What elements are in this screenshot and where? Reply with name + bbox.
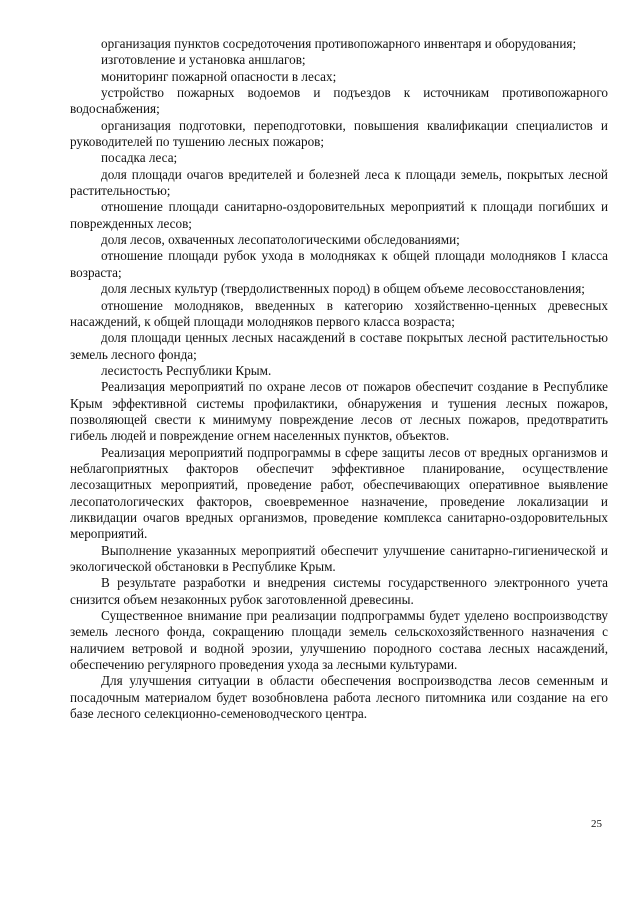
paragraph: Реализация мероприятий подпрограммы в сфере защиты лесов от вредных организмов и неблагоприятных факторов обеспечит эффективное планирование, осуществление лесозащитных мероприятий, проведение работ, обеспечивающих оперативное выявление лесопатологических факторов, своевременное назначение, проведение локализации и ликвидации очагов вредных организмов, проведение комплекса санитарно-оздоровительных мероприятий. bbox=[70, 444, 608, 542]
paragraph: отношение молодняков, введенных в категорию хозяйственно-ценных древесных насаждений, к общей площади молодняков первого класса возраста; bbox=[70, 297, 608, 329]
paragraph: устройство пожарных водоемов и подъездов к источникам противопожарного водоснабжения; bbox=[70, 85, 608, 117]
paragraph: Для улучшения ситуации в области обеспечения воспроизводства лесов семенным и посадочным материалом будет возобновлена работа лесного питомника или создание на его базе лесного селекционно-семеноводческого центра. bbox=[70, 673, 608, 722]
paragraph: мониторинг пожарной опасности в лесах; bbox=[101, 68, 337, 84]
paragraph: Существенное внимание при реализации подпрограммы будет уделено воспроизводству земель лесного фонда, сокращению площади земель сельскохозяйственного назначения с наличием ветровой и водной эрозии, улучшению породного состава лесных насаждений, обеспечению регулярного проведения ухода за лесными культурами. bbox=[70, 608, 608, 673]
paragraph: лесистость Республики Крым. bbox=[101, 362, 272, 378]
paragraph: Реализация мероприятий по охране лесов от пожаров обеспечит создание в Республике Крым эффективной системы профилактики, обнаружения и тушения лесных пожаров, позволяющей свести к минимуму повреждение лесов от лесных пожаров, предотвратить гибель людей и повреждение огнем населенных пунктов, объектов. bbox=[70, 379, 608, 444]
paragraph: отношение площади рубок ухода в молодняках к общей площади молодняков I класса возраста; bbox=[70, 248, 608, 280]
paragraph: посадка леса; bbox=[101, 150, 178, 166]
paragraph: доля площади ценных лесных насаждений в составе покрытых лесной растительностью земель лесного фонда; bbox=[70, 330, 608, 362]
paragraph: изготовление и установка аншлагов; bbox=[101, 52, 306, 68]
paragraph: доля лесных культур (твердолиственных пород) в общем объеме лесовосстановления; bbox=[101, 281, 585, 297]
paragraph: доля площади очагов вредителей и болезней леса к площади земель, покрытых лесной растительностью; bbox=[70, 166, 608, 199]
page-number: 25 bbox=[591, 818, 602, 830]
paragraph: доля лесов, охваченных лесопатологическими обследованиями; bbox=[101, 232, 460, 248]
paragraph: отношение площади санитарно-оздоровительных мероприятий к площади погибших и поврежденных лесов; bbox=[70, 199, 608, 231]
paragraph: В результате разработки и внедрения системы государственного электронного учета снизится объем незаконных рубок заготовленной древесины. bbox=[70, 575, 608, 607]
paragraph: Выполнение указанных мероприятий обеспечит улучшение санитарно-гигиенической и экологической обстановки в Республике Крым. bbox=[70, 542, 608, 574]
paragraph: организация подготовки, переподготовки, повышения квалификации специалистов и руководителей по тушению лесных пожаров; bbox=[70, 117, 608, 150]
document-body bbox=[70, 36, 608, 722]
paragraph: организация пунктов сосредоточения противопожарного инвентаря и оборудования; bbox=[101, 36, 577, 51]
